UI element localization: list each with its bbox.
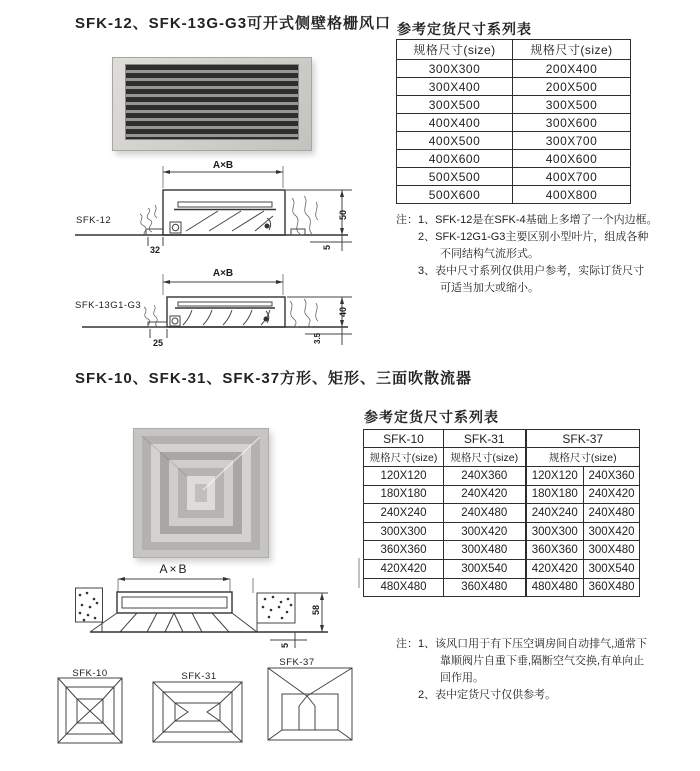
table-header-row <box>364 430 640 448</box>
size-cell: 300X300 <box>526 522 584 541</box>
dim-58-label: 58 <box>311 604 321 615</box>
size-cell: 400X700 <box>513 168 631 186</box>
size-table-1 <box>396 39 631 204</box>
table-row <box>397 150 631 168</box>
dim-40-label: 40 <box>338 306 348 317</box>
size-cell: 420X420 <box>364 559 444 578</box>
section1-title: SFK-12、SFK-13G-G3可开式侧壁格栅风口 <box>75 15 392 32</box>
table-row <box>364 578 640 597</box>
size-cell: 240X240 <box>364 504 444 523</box>
dim-5-label: 5 <box>322 244 332 250</box>
column-header: SFK-10 <box>364 430 444 448</box>
sfk10-plan-diagram <box>58 678 122 743</box>
size-cell: 500X500 <box>397 168 513 186</box>
size-cell: 120X120 <box>526 467 584 486</box>
size-cell: 300X540 <box>444 559 526 578</box>
note-line: 不同结构气流形式。 <box>440 248 539 260</box>
table-row <box>397 186 631 204</box>
size-cell: 300X540 <box>584 559 640 578</box>
size-cell: 360X360 <box>526 541 584 560</box>
concrete-dots-right <box>262 596 293 620</box>
size-cell: 300X600 <box>513 114 631 132</box>
column-header: SFK-37 <box>526 430 640 448</box>
size-cell: 300X500 <box>513 96 631 114</box>
size-cell: 360X480 <box>444 578 526 597</box>
column-subheader: 规格尺寸(size) <box>444 448 526 467</box>
sfk37-label: SFK-37 <box>279 657 315 668</box>
size-cell: 480X480 <box>364 578 444 597</box>
grille-slats <box>125 64 299 140</box>
size-cell: 300X480 <box>584 541 640 560</box>
column-subheader: 规格尺寸(size) <box>526 448 640 467</box>
table-row <box>397 168 631 186</box>
diffuser-photo <box>133 428 269 558</box>
size-cell: 180X180 <box>526 485 584 504</box>
table-row <box>397 132 631 150</box>
size-cell: 120X120 <box>364 467 444 486</box>
dim-5-label: 5 <box>280 642 290 648</box>
table-row <box>364 559 640 578</box>
table-row <box>364 485 640 504</box>
section2-title: SFK-10、SFK-31、SFK-37方形、矩形、三面吹散流器 <box>75 370 473 387</box>
size-cell: 240X420 <box>444 485 526 504</box>
dim-ab-label: A×B <box>159 562 189 576</box>
dim-ab-label: A×B <box>212 160 234 171</box>
table-row <box>364 522 640 541</box>
table-row <box>397 60 631 78</box>
dim-ab-label: A×B <box>212 268 234 279</box>
sfk31-label: SFK-31 <box>181 671 217 682</box>
size-cell: 300X300 <box>397 60 513 78</box>
concrete-dots-left <box>79 592 99 622</box>
size-cell: 400X600 <box>397 150 513 168</box>
section1-notes <box>396 212 658 297</box>
table-row <box>397 96 631 114</box>
size-cell: 200X500 <box>513 78 631 96</box>
table-row <box>364 541 640 560</box>
section2-notes <box>396 636 647 704</box>
size-cell: 400X500 <box>397 132 513 150</box>
dim-50-label: 50 <box>338 209 348 220</box>
note-line: 靠顺阀片自重下垂,隔断空气交换,有单向止 <box>440 655 645 667</box>
column-header: 规格尺寸(size) <box>513 40 631 60</box>
table-row <box>364 467 640 486</box>
diffuser-plan-diagrams <box>55 650 365 750</box>
table-header-row <box>397 40 631 60</box>
note-line: 2、SFK-12G1-G3主要区别小型叶片，组成各种 <box>418 231 649 243</box>
size-cell: 300X420 <box>584 522 640 541</box>
sfk31-plan-diagram <box>153 682 242 742</box>
size-cell: 240X480 <box>584 504 640 523</box>
size-cell: 400X600 <box>513 150 631 168</box>
size-cell: 420X420 <box>526 559 584 578</box>
table-row <box>397 114 631 132</box>
note-line: 可适当加大或缩小。 <box>440 282 539 294</box>
size-cell: 240X360 <box>444 467 526 486</box>
size-cell: 400X400 <box>397 114 513 132</box>
note-line: 2、表中定货尺寸仅供参考。 <box>418 689 557 701</box>
size-cell: 500X600 <box>397 186 513 204</box>
table-row <box>397 78 631 96</box>
dim-25-label: 25 <box>152 338 164 348</box>
note-line: 注：1、该风口用于有下压空调房间自动排气,通常下 <box>396 638 648 650</box>
sfk10-label: SFK-10 <box>72 668 108 679</box>
dim-3-5-label: 3.5 <box>313 332 322 344</box>
sfk13-section-drawing <box>60 255 360 350</box>
size-cell: 300X480 <box>444 541 526 560</box>
column-header: SFK-31 <box>444 430 526 448</box>
sfk13-label: SFK-13G1-G3 <box>75 300 142 311</box>
size-table-2 <box>363 429 640 597</box>
table-subheader-row <box>364 448 640 467</box>
table1-title: 参考定货尺寸系列表 <box>397 21 532 37</box>
size-cell: 200X400 <box>513 60 631 78</box>
size-cell: 300X420 <box>444 522 526 541</box>
table-row <box>364 504 640 523</box>
size-cell: 300X400 <box>397 78 513 96</box>
size-cell: 300X700 <box>513 132 631 150</box>
size-cell: 180X180 <box>364 485 444 504</box>
note-line: 3、表中尺寸系列仅供用户参考，实际订货尺寸 <box>418 265 645 277</box>
size-cell: 240X240 <box>526 504 584 523</box>
sfk12-section-drawing <box>60 158 360 255</box>
note-line: 回作用。 <box>440 672 484 684</box>
size-cell: 300X300 <box>364 522 444 541</box>
size-cell: 240X420 <box>584 485 640 504</box>
dim-32-label: 32 <box>149 245 161 255</box>
sfk12-label: SFK-12 <box>76 215 112 226</box>
note-line: 注：1、SFK-12是在SFK-4基础上多增了一个内边框。 <box>396 214 658 226</box>
size-cell: 360X480 <box>584 578 640 597</box>
size-cell: 240X360 <box>584 467 640 486</box>
grille-photo <box>112 57 312 151</box>
size-cell: 360X360 <box>364 541 444 560</box>
column-subheader: 规格尺寸(size) <box>364 448 444 467</box>
column-header: 规格尺寸(size) <box>397 40 513 60</box>
size-cell: 300X500 <box>397 96 513 114</box>
sfk37-plan-diagram <box>268 668 352 740</box>
size-cell: 480X480 <box>526 578 584 597</box>
size-cell: 400X800 <box>513 186 631 204</box>
table2-title: 参考定货尺寸系列表 <box>364 409 499 425</box>
size-cell: 240X480 <box>444 504 526 523</box>
